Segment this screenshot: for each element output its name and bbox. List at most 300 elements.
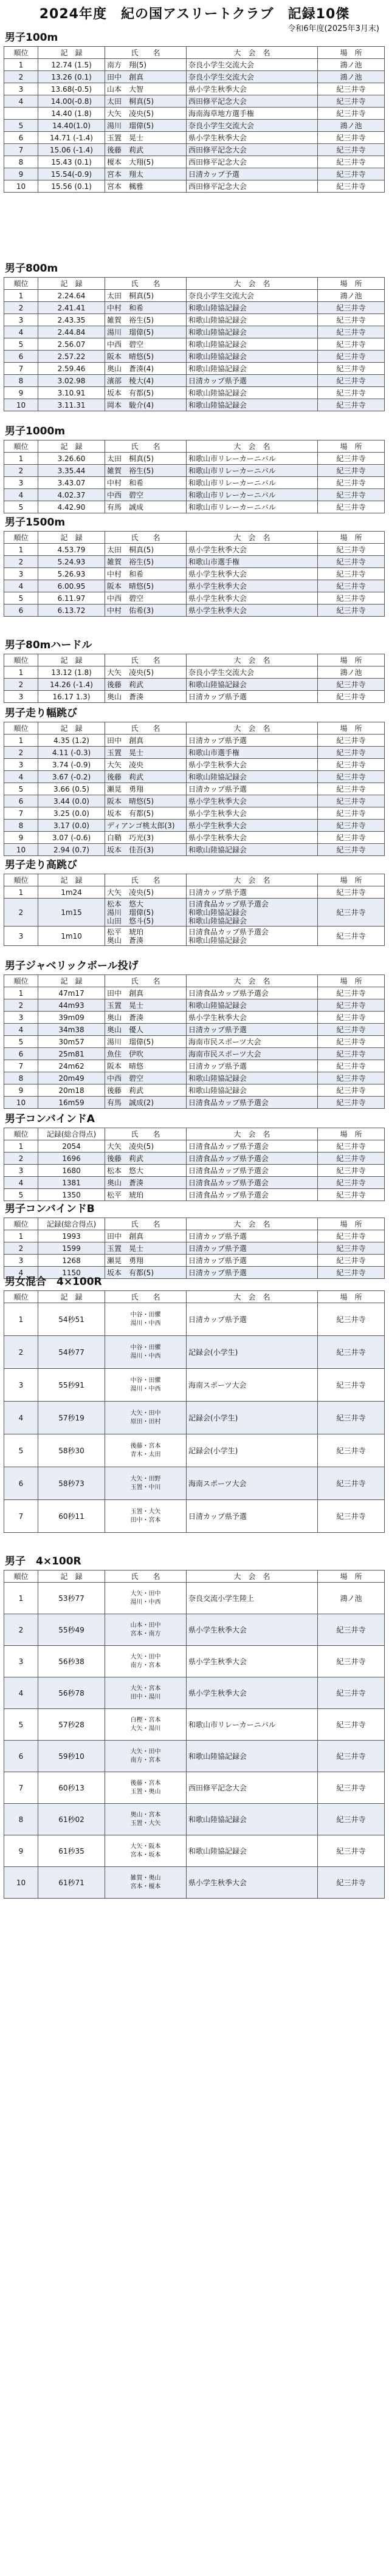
record-cell: 3.67 (-0.2) xyxy=(38,771,105,783)
rank-cell: 2 xyxy=(4,465,38,477)
column-header: 記 録 xyxy=(38,722,105,735)
records-table xyxy=(4,654,385,703)
rank-cell: 2 xyxy=(4,747,38,759)
record-cell: 61秒71 xyxy=(38,1867,105,1899)
meet-name-cell: 奈良小学生交流大会 xyxy=(187,666,318,679)
record-cell: 54秒51 xyxy=(38,1303,105,1336)
athlete-name-cell: 雑賀・奥山 宮本・榎本 xyxy=(105,1867,187,1899)
section-m1000 xyxy=(4,425,384,513)
meet-name-cell: 日清カップ県予選 xyxy=(187,1024,318,1036)
column-header: 場 所 xyxy=(318,1218,385,1230)
meet-name-cell: 海南スポーツ大会 xyxy=(187,1467,318,1500)
records-table xyxy=(4,874,385,946)
table-row xyxy=(4,820,385,832)
venue-cell: 紀三井寺 xyxy=(318,1165,385,1177)
column-header: 氏 名 xyxy=(105,1218,187,1230)
table-row xyxy=(4,399,385,411)
meet-name-cell: 日清カップ県予選 xyxy=(187,1230,318,1242)
meet-name-cell: 海南海草地方選手権 xyxy=(187,108,318,120)
venue-cell: 紀三井寺 xyxy=(318,489,385,501)
record-cell: 3.02.98 xyxy=(38,375,105,387)
venue-cell: 紀三井寺 xyxy=(318,1867,385,1899)
record-cell: 3.17 (0.0) xyxy=(38,820,105,832)
venue-cell: 紀三井寺 xyxy=(318,735,385,747)
meet-name-cell: 県小学生秋季大会 xyxy=(187,1614,318,1646)
header-row xyxy=(4,722,385,735)
column-header: 氏 名 xyxy=(105,1571,187,1583)
athlete-name-cell: 後藤 莉武 xyxy=(105,679,187,691)
athlete-name-cell: 後藤・宮本 青木・太田 xyxy=(105,1434,187,1467)
column-header: 記 録 xyxy=(38,440,105,453)
section-m100 xyxy=(4,32,384,193)
athlete-name-cell: 松平 琥珀 xyxy=(105,1189,187,1201)
column-header: 順位 xyxy=(4,47,38,59)
rank-cell: 2 xyxy=(4,302,38,314)
header-row xyxy=(4,1218,385,1230)
venue-cell: 紀三井寺 xyxy=(318,399,385,411)
table-row xyxy=(4,1467,385,1500)
rank-cell: 2 xyxy=(4,899,38,927)
records-table xyxy=(4,975,385,1109)
athlete-name-cell: 後藤 莉武 xyxy=(105,1084,187,1097)
venue-cell: 紀三井寺 xyxy=(318,326,385,338)
rank-cell: 5 xyxy=(4,592,38,605)
meet-name-cell: 日清カップ県予選 xyxy=(187,783,318,795)
venue-cell: 紀三井寺 xyxy=(318,363,385,375)
athlete-name-cell: 宮本 楓雅 xyxy=(105,180,187,193)
athlete-name-cell: 瀬晃 勇翔 xyxy=(105,1255,187,1267)
record-cell: 5.26.93 xyxy=(38,568,105,580)
records-table xyxy=(4,531,385,617)
athlete-name-cell: 奥山 蒼湊 xyxy=(105,691,187,703)
rank-cell: 1 xyxy=(4,290,38,302)
column-header: 大 会 名 xyxy=(187,532,318,544)
column-header: 大 会 名 xyxy=(187,278,318,290)
venue-cell: 紀三井寺 xyxy=(318,592,385,605)
venue-cell: 紀三井寺 xyxy=(318,1012,385,1024)
record-cell: 6.00.95 xyxy=(38,580,105,592)
athlete-name-cell: 後藤・宮本 玉置・奥山 xyxy=(105,1772,187,1804)
table-row xyxy=(4,1434,385,1467)
rank-cell: 4 xyxy=(4,1177,38,1189)
athlete-name-cell: 大矢 凌央(5) xyxy=(105,886,187,899)
record-cell: 3.43.07 xyxy=(38,477,105,489)
meet-name-cell: 県小学生秋季大会 xyxy=(187,1012,318,1024)
venue-cell: 紀三井寺 xyxy=(318,302,385,314)
column-header: 記 録 xyxy=(38,1571,105,1583)
record-cell: 1599 xyxy=(38,1242,105,1255)
venue-cell: 紀三井寺 xyxy=(318,1060,385,1072)
meet-name-cell: 日清カップ県予選 xyxy=(187,886,318,899)
column-header: 順位 xyxy=(4,440,38,453)
venue-cell: 鴻ノ池 xyxy=(318,290,385,302)
rank-cell: 2 xyxy=(4,1153,38,1165)
rank-cell: 3 xyxy=(4,477,38,489)
athlete-name-cell: 田中 創真 xyxy=(105,71,187,83)
athlete-name-cell: 坂本 有都(5) xyxy=(105,1267,187,1279)
venue-cell: 紀三井寺 xyxy=(318,747,385,759)
record-cell: 16m59 xyxy=(38,1097,105,1109)
venue-cell: 紀三井寺 xyxy=(318,999,385,1012)
venue-cell: 紀三井寺 xyxy=(318,1709,385,1741)
meet-name-cell: 日清食品カップ県予選会 xyxy=(187,1177,318,1189)
athlete-name-cell: 中西 碧空 xyxy=(105,592,187,605)
record-cell: 39m09 xyxy=(38,1012,105,1024)
column-header: 大 会 名 xyxy=(187,654,318,666)
venue-cell: 紀三井寺 xyxy=(318,1242,385,1255)
rank-cell: 3 xyxy=(4,314,38,326)
rank-cell: 2 xyxy=(4,679,38,691)
meet-name-cell: 県小学生秋季大会 xyxy=(187,132,318,144)
athlete-name-cell: 奥山・宮本 玉置・大矢 xyxy=(105,1804,187,1835)
meet-name-cell: 日清カップ県予選 xyxy=(187,1255,318,1267)
column-header: 大 会 名 xyxy=(187,874,318,886)
meet-name-cell: 日清カップ予選 xyxy=(187,168,318,180)
rank-cell: 2 xyxy=(4,556,38,568)
athlete-name-cell: 宮本 翔太 xyxy=(105,168,187,180)
record-cell: 56秒38 xyxy=(38,1646,105,1677)
venue-cell: 紀三井寺 xyxy=(318,144,385,156)
record-cell: 13.26 (0.1) xyxy=(38,71,105,83)
meet-name-cell: 和歌山陸協記録会 xyxy=(187,1072,318,1084)
venue-cell: 紀三井寺 xyxy=(318,1303,385,1336)
rank-cell: 3 xyxy=(4,83,38,95)
venue-cell: 紀三井寺 xyxy=(318,83,385,95)
venue-cell: 紀三井寺 xyxy=(318,1267,385,1279)
venue-cell: 紀三井寺 xyxy=(318,927,385,946)
meet-name-cell: 和歌山市選手権 xyxy=(187,747,318,759)
rank-cell: 3 xyxy=(4,568,38,580)
athlete-name-cell: 玉置・大矢 田中・宮本 xyxy=(105,1500,187,1533)
meet-name-cell: 日清カップ県予選 xyxy=(187,1060,318,1072)
table-row xyxy=(4,899,385,927)
meet-name-cell: 日清カップ県予選 xyxy=(187,735,318,747)
header-row xyxy=(4,278,385,290)
table-row xyxy=(4,1336,385,1369)
venue-cell: 紀三井寺 xyxy=(318,1084,385,1097)
rank-cell: 3 xyxy=(4,927,38,946)
table-row xyxy=(4,375,385,387)
athlete-name-cell: 南方 翔(5) xyxy=(105,59,187,71)
table-row xyxy=(4,1614,385,1646)
venue-cell: 鴻ノ池 xyxy=(318,120,385,132)
venue-cell: 紀三井寺 xyxy=(318,1804,385,1835)
venue-cell: 紀三井寺 xyxy=(318,886,385,899)
table-row xyxy=(4,1835,385,1867)
rank-cell: 1 xyxy=(4,886,38,899)
rank-cell: 7 xyxy=(4,1772,38,1804)
athlete-name-cell: 有馬 誠成 xyxy=(105,501,187,513)
athlete-name-cell: 太田 桐真(5) xyxy=(105,544,187,556)
column-header: 大 会 名 xyxy=(187,1128,318,1140)
section-mca xyxy=(4,1113,384,1201)
venue-cell: 紀三井寺 xyxy=(318,580,385,592)
column-header: 大 会 名 xyxy=(187,1218,318,1230)
column-header: 大 会 名 xyxy=(187,1291,318,1303)
rank-cell: 10 xyxy=(4,844,38,856)
record-cell: 15.43 (0.1) xyxy=(38,156,105,168)
column-header: 場 所 xyxy=(318,1291,385,1303)
venue-cell: 鴻ノ池 xyxy=(318,71,385,83)
rank-cell: 6 xyxy=(4,1467,38,1500)
column-header: 大 会 名 xyxy=(187,722,318,735)
record-cell: 34m38 xyxy=(38,1024,105,1036)
header-row xyxy=(4,654,385,666)
record-cell: 3.35.44 xyxy=(38,465,105,477)
athlete-name-cell: 中西 碧空 xyxy=(105,1072,187,1084)
column-header: 記録(総合得点) xyxy=(38,1128,105,1140)
athlete-name-cell: 山本・田中 宮本・南方 xyxy=(105,1614,187,1646)
record-cell: 1993 xyxy=(38,1230,105,1242)
venue-cell: 紀三井寺 xyxy=(318,783,385,795)
table-row xyxy=(4,1084,385,1097)
record-cell: 58秒73 xyxy=(38,1467,105,1500)
header-row xyxy=(4,1571,385,1583)
table-row xyxy=(4,568,385,580)
column-header: 記 録 xyxy=(38,532,105,544)
column-header: 順位 xyxy=(4,975,38,987)
venue-cell: 紀三井寺 xyxy=(318,1024,385,1036)
venue-cell: 紀三井寺 xyxy=(318,108,385,120)
column-header: 記 録 xyxy=(38,975,105,987)
column-header: 大 会 名 xyxy=(187,47,318,59)
rank-cell: 1 xyxy=(4,544,38,556)
table-row xyxy=(4,807,385,820)
column-header: 記 録 xyxy=(38,874,105,886)
column-header: 順位 xyxy=(4,1291,38,1303)
column-header: 氏 名 xyxy=(105,47,187,59)
section-m1500 xyxy=(4,516,384,617)
meet-name-cell: 奈良小学生交流大会 xyxy=(187,71,318,83)
rank-cell: 9 xyxy=(4,1084,38,1097)
meet-name-cell: 奈良交流小学生陸上 xyxy=(187,1583,318,1614)
header-row xyxy=(4,975,385,987)
table-row xyxy=(4,326,385,338)
record-cell: 5.24.93 xyxy=(38,556,105,568)
table-row xyxy=(4,1189,385,1201)
athlete-name-cell: 太田 桐真(5) xyxy=(105,290,187,302)
table-row xyxy=(4,338,385,351)
meet-name-cell: 県小学生秋季大会 xyxy=(187,592,318,605)
meet-name-cell: 海南市民スポーツ大会 xyxy=(187,1036,318,1048)
meet-name-cell: 日清食品カップ県予選会 xyxy=(187,1165,318,1177)
rank-cell: 5 xyxy=(4,1709,38,1741)
athlete-name-cell: 大矢・田中 原田・田村 xyxy=(105,1402,187,1434)
athlete-name-cell: 雑賀 裕生(5) xyxy=(105,465,187,477)
meet-name-cell: 和歌山陸協記録会 xyxy=(187,387,318,399)
column-header: 氏 名 xyxy=(105,722,187,735)
venue-cell: 紀三井寺 xyxy=(318,1189,385,1201)
table-row xyxy=(4,1097,385,1109)
table-row xyxy=(4,795,385,807)
table-row xyxy=(4,1060,385,1072)
section-title: 男子コンバインドB xyxy=(5,1203,95,1215)
venue-cell: 紀三井寺 xyxy=(318,314,385,326)
athlete-name-cell: 大矢 凌央(5) xyxy=(105,108,187,120)
meet-name-cell: 和歌山市リレーカーニバル xyxy=(187,501,318,513)
meet-name-cell: 県小学生秋季大会 xyxy=(187,807,318,820)
table-row xyxy=(4,592,385,605)
rank-cell: 5 xyxy=(4,1036,38,1048)
rank-cell: 5 xyxy=(4,120,38,132)
table-row xyxy=(4,844,385,856)
record-cell: 3.07 (-0.6) xyxy=(38,832,105,844)
meet-name-cell: 奈良小学生交流大会 xyxy=(187,120,318,132)
table-row xyxy=(4,1255,385,1267)
table-row xyxy=(4,501,385,513)
records-table xyxy=(4,1128,385,1201)
rank-cell: 1 xyxy=(4,1303,38,1336)
rank-cell: 8 xyxy=(4,1804,38,1835)
table-row xyxy=(4,1072,385,1084)
rank-cell: 6 xyxy=(4,1048,38,1060)
record-cell: 1350 xyxy=(38,1189,105,1201)
record-cell: 47m17 xyxy=(38,987,105,999)
rank-cell: 1 xyxy=(4,453,38,465)
athlete-name-cell: 白鞘 巧光(3) xyxy=(105,832,187,844)
meet-name-cell: 県小学生秋季大会 xyxy=(187,83,318,95)
athlete-name-cell: 有馬 誠成(2) xyxy=(105,1097,187,1109)
record-cell: 2054 xyxy=(38,1140,105,1153)
rank-cell: 6 xyxy=(4,795,38,807)
record-cell: 1696 xyxy=(38,1153,105,1165)
records-table xyxy=(4,440,385,513)
record-cell: 2.44.84 xyxy=(38,326,105,338)
record-cell: 4.11 (-0.3) xyxy=(38,747,105,759)
meet-name-cell: 日清カップ県予選 xyxy=(187,1242,318,1255)
athlete-name-cell: 中西 碧空 xyxy=(105,489,187,501)
athlete-name-cell: 坂本 有都(5) xyxy=(105,807,187,820)
rank-cell: 4 xyxy=(4,326,38,338)
venue-cell: 紀三井寺 xyxy=(318,1614,385,1646)
meet-name-cell: 和歌山市リレーカーニバル xyxy=(187,1709,318,1741)
column-header: 場 所 xyxy=(318,532,385,544)
column-header: 順位 xyxy=(4,532,38,544)
rank-cell: 1 xyxy=(4,1140,38,1153)
header-row xyxy=(4,874,385,886)
venue-cell: 紀三井寺 xyxy=(318,501,385,513)
column-header: 記 録 xyxy=(38,278,105,290)
records-table xyxy=(4,277,385,411)
column-header: 氏 名 xyxy=(105,278,187,290)
record-cell: 20m49 xyxy=(38,1072,105,1084)
meet-name-cell: 奈良小学生交流大会 xyxy=(187,290,318,302)
meet-name-cell: 和歌山陸協記録会 xyxy=(187,679,318,691)
meet-name-cell: 和歌山陸協記録会 xyxy=(187,999,318,1012)
venue-cell: 紀三井寺 xyxy=(318,679,385,691)
meet-name-cell: 海南スポーツ大会 xyxy=(187,1369,318,1402)
rank-cell: 3 xyxy=(4,691,38,703)
athlete-name-cell: 大矢・田野 玉置・中川 xyxy=(105,1467,187,1500)
record-cell: 15.56 (0.1) xyxy=(38,180,105,193)
meet-name-cell: 西田修平記念大会 xyxy=(187,156,318,168)
table-row xyxy=(4,83,385,95)
record-cell: 61秒02 xyxy=(38,1804,105,1835)
rank-cell: 10 xyxy=(4,180,38,193)
rank-cell: 10 xyxy=(4,399,38,411)
venue-cell: 紀三井寺 xyxy=(318,387,385,399)
athlete-name-cell: 松平 琥珀 奥山 蒼湊 xyxy=(105,927,187,946)
record-cell: 55秒49 xyxy=(38,1614,105,1646)
athlete-name-cell: 魚住 伊吹 xyxy=(105,1048,187,1060)
meet-name-cell: 日清カップ県予選 xyxy=(187,1303,318,1336)
rank-cell: 1 xyxy=(4,735,38,747)
record-cell: 4.53.79 xyxy=(38,544,105,556)
meet-name-cell: 西田修平記念大会 xyxy=(187,144,318,156)
meet-name-cell: 和歌山陸協記録会 xyxy=(187,363,318,375)
rank-cell: 7 xyxy=(4,363,38,375)
rank-cell: 3 xyxy=(4,1255,38,1267)
venue-cell: 紀三井寺 xyxy=(318,168,385,180)
venue-cell: 紀三井寺 xyxy=(318,832,385,844)
table-row xyxy=(4,832,385,844)
rank-cell: 6 xyxy=(4,1741,38,1772)
table-row xyxy=(4,132,385,144)
column-header: 順位 xyxy=(4,654,38,666)
venue-cell: 紀三井寺 xyxy=(318,95,385,108)
rank-cell: 8 xyxy=(4,820,38,832)
athlete-name-cell: 田中 創真 xyxy=(105,1230,187,1242)
record-cell: 53秒77 xyxy=(38,1583,105,1614)
athlete-name-cell: 松本 悠大 湯川 瑠偉(5) 山田 悠斗(5) xyxy=(105,899,187,927)
athlete-name-cell: 田中 創真 xyxy=(105,987,187,999)
section-title: 男子1000m xyxy=(5,425,66,437)
column-header: 記録(総合得点) xyxy=(38,1218,105,1230)
record-cell: 13.68(-0.5) xyxy=(38,83,105,95)
table-row xyxy=(4,1242,385,1255)
athlete-name-cell: 湯川 瑠偉(5) xyxy=(105,1036,187,1048)
meet-name-cell: 日清食品カップ県予選会 xyxy=(187,1097,318,1109)
athlete-name-cell: 奥山 蒼湊 xyxy=(105,1012,187,1024)
rank-cell: 1 xyxy=(4,987,38,999)
rank-cell: 5 xyxy=(4,338,38,351)
record-cell: 16.17 1.3) xyxy=(38,691,105,703)
record-cell: 6.11.97 xyxy=(38,592,105,605)
venue-cell: 紀三井寺 xyxy=(318,807,385,820)
record-cell: 20m18 xyxy=(38,1084,105,1097)
athlete-name-cell: 雑賀 裕生(5) xyxy=(105,556,187,568)
table-row xyxy=(4,120,385,132)
record-cell: 14.00(-0.8) xyxy=(38,95,105,108)
meet-name-cell: 和歌山市リレーカーニバル xyxy=(187,477,318,489)
rank-cell: 4 xyxy=(4,1024,38,1036)
meet-name-cell: 記録会(小学生) xyxy=(187,1336,318,1369)
table-row xyxy=(4,1709,385,1741)
athlete-name-cell: 阪本 晴悠(5) xyxy=(105,795,187,807)
header-row xyxy=(4,1128,385,1140)
athlete-name-cell: 岡本 駿介(4) xyxy=(105,399,187,411)
records-table xyxy=(4,1218,385,1279)
venue-cell: 紀三井寺 xyxy=(318,465,385,477)
rank-cell: 2 xyxy=(4,71,38,83)
record-cell: 14.40(1.0) xyxy=(38,120,105,132)
column-header: 氏 名 xyxy=(105,874,187,886)
athlete-name-cell: 山本 大智 xyxy=(105,83,187,95)
meet-name-cell: 和歌山陸協記録会 xyxy=(187,1084,318,1097)
section-title: 男子100m xyxy=(5,32,58,44)
table-row xyxy=(4,1140,385,1153)
athlete-name-cell: 玉置 晃士 xyxy=(105,132,187,144)
table-row xyxy=(4,605,385,617)
venue-cell: 紀三井寺 xyxy=(318,1646,385,1677)
table-row xyxy=(4,886,385,899)
rank-cell: 6 xyxy=(4,132,38,144)
meet-name-cell: 和歌山市リレーカーニバル xyxy=(187,465,318,477)
section-mjb xyxy=(4,960,384,1109)
venue-cell: 紀三井寺 xyxy=(318,1072,385,1084)
record-cell: 1268 xyxy=(38,1255,105,1267)
meet-name-cell: 和歌山陸協記録会 xyxy=(187,351,318,363)
